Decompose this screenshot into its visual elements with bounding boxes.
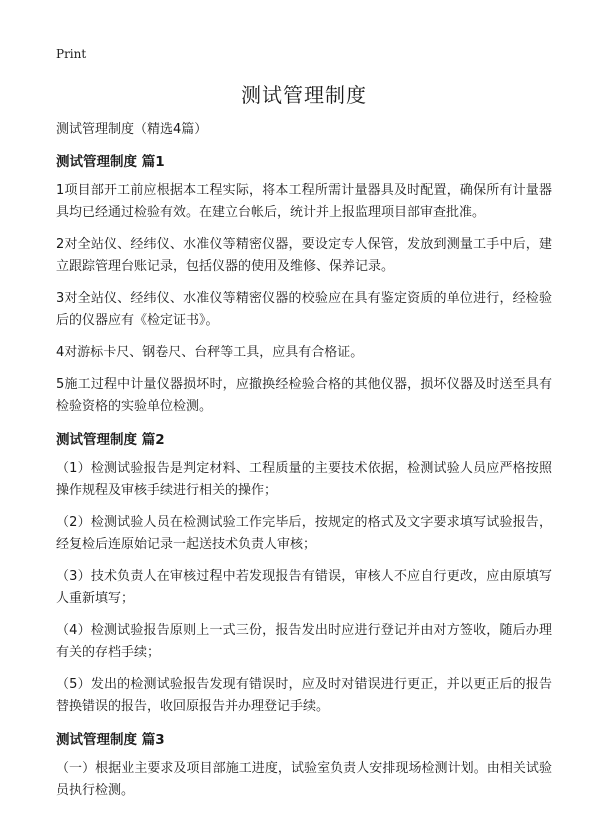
section-heading: 测试管理制度 篇3 — [56, 732, 165, 748]
paragraph: 1项目部开工前应根据本工程实际，将本工程所需计量器具及时配置，确保所有计量器具均已经通过检验有效。在建立台帐后，统计并上报监理项目部审查批准。 — [56, 183, 552, 220]
paragraph: （4）检测试验报告原则上一式三份，报告发出时应进行登记并由对方签收，随后办理有关的存档手续； — [56, 623, 552, 660]
section-3 — [56, 730, 552, 802]
document-title: 测试管理制度 — [241, 83, 367, 107]
paragraph: （5）发出的检测试验报告发现有错误时，应及时对错误进行更正，并以更正后的报告替换错误的报告，收回原报告并办理登记手续。 — [56, 677, 552, 714]
document-subtitle: 测试管理制度（精选4篇） — [56, 122, 208, 137]
paragraph: （3）技术负责人在审核过程中若发现报告有错误，审核人不应自行更改，应由原填写人重新填写； — [56, 569, 552, 606]
section-heading: 测试管理制度 篇1 — [56, 154, 165, 170]
paragraph: （1）检测试验报告是判定材料、工程质量的主要技术依据，检测试验人员应严格按照操作规程及审核手续进行相关的操作； — [56, 461, 552, 498]
print-label: Print — [56, 47, 87, 61]
paragraph: （2）检测试验人员在检测试验工作完毕后，按规定的格式及文字要求填写试验报告，经复检后连原始记录一起送技术负责人审核； — [56, 515, 552, 552]
paragraph: （一）根据业主要求及项目部施工进度，试验室负责人安排现场检测计划。由相关试验员执行检测。 — [56, 761, 552, 798]
paragraph: 5施工过程中计量仪器损坏时，应撤换经检验合格的其他仪器，损坏仪器及时送至具有检验资格的实验单位检测。 — [56, 377, 552, 414]
section-heading: 测试管理制度 篇2 — [56, 432, 165, 448]
section-2 — [56, 430, 552, 718]
paragraph: 3对全站仪、经纬仪、水准仪等精密仪器的校验应在具有鉴定资质的单位进行，经检验后的仪器应有《检定证书》。 — [56, 291, 552, 328]
paragraph: 2对全站仪、经纬仪、水准仪等精密仪器，要设定专人保管，发放到测量工手中后，建立跟踪管理台账记录，包括仪器的使用及维修、保养记录。 — [56, 237, 552, 274]
section-1 — [56, 152, 552, 418]
paragraph: 4对游标卡尺、钢卷尺、台秤等工具，应具有合格证。 — [56, 345, 364, 360]
